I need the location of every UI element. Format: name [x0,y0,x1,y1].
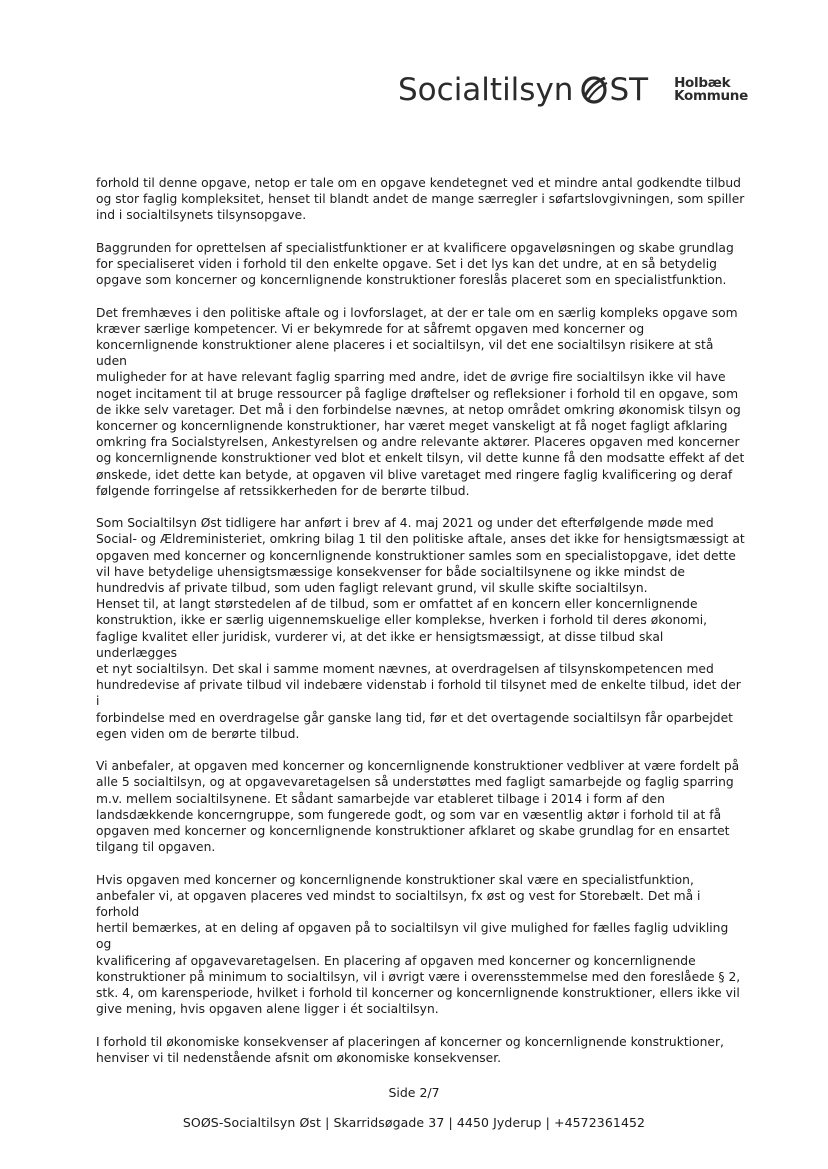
page-number-text: Side 2/7 [388,1085,440,1100]
paragraph-6: Hvis opgaven med koncerner og koncernlignende konstruktioner skal være en specialistfunktion, anbefaler vi, at opgaven placeres ved mindst to socialtilsyn, fx øst og vest for Storebælt. Det må i forhold hertil bemærkes, at en deling af opgaven på to socialtilsyn vil give mulighed for fælles faglig udvikling og kvalificering af opgavevaretagelsen. En placering af opgaven med koncerner og koncernlignende konstruktioner på minimum to socialtilsyn, vil i øvrigt være i overensstemmelse med den foreslåede § 2, stk. 4, om karensperiode, hvilket i forhold til koncerner og koncernlignende konstruktioner, ellers ikke vil give mening, hvis opgaven alene ligger i ét socialtilsyn. [96,872,741,1017]
paragraph-5: Vi anbefaler, at opgaven med koncerner og koncernlignende konstruktioner vedbliver at være fordelt på alle 5 socialtilsyn, og at opgavevaretagelsen så understøttes med fagligt samarbejde og faglig sparring m.v. mellem socialtilsynene. Et sådant samarbejde var etableret tilbage i 2014 i form af den landsdækkende koncerngruppe, som fungerede godt, og som var en væsentlig aktør i forhold til at få opgaven med koncerner og koncernlignende konstruktioner afklaret og skabe grundlag for en ensartet tilgang til opgaven. [96,759,740,855]
paragraph-4: Som Socialtilsyn Øst tidligere har anført i brev af 4. maj 2021 og under det efterfølgende møde med Social- og Ældreministeriet, omkring bilag 1 til den politiske aftale, anses det ikke for hensigtsmæssigt at opgaven med koncerner og koncernlignende konstruktioner samles som en specialistopgave, idet dette vil have betydelige uhensigtsmæssige konsekvenser for både socialtilsynene og ikke mindst de hundredvis af private tilbud, som uden fagligt relevant grund, vil skulle skifte socialtilsyn. Henset til, at langt størstedelen af de tilbud, som er omfattet af en koncern eller koncernlignende konstruktion, ikke er særlig uigennemskuelige eller komplekse, hverken i forhold til deres økonomi, faglige kvalitet eller juridisk, vurderer vi, at det ikke er hensigtsmæssigt, at disse tilbud skal underlægges et nyt socialtilsyn. Det skal i samme moment nævnes, at overdragelsen af tilsynskompetencen med hundredevise af private tilbud vil indebære videnstab i forhold til tilsynet med de enkelte tilbud, idet der i forbindelse med en overdragelse går ganske lang tid, før et det overtagende socialtilsyn får oparbejdet egen viden om de berørte tilbud. [96,516,745,741]
paragraph-1: forhold til denne opgave, netop er tale om en opgave kendetegnet ved et mindre antal godkendte tilbud og stor faglig kompleksitet, henset til blandt andet de mange særregler i søfartslovgivningen, som spiller ind i socialtilsynets tilsynsopgave. [96,176,745,223]
page-number [0,1085,828,1100]
footer-text: SOØS-Socialtilsyn Øst | Skarridsøgade 37 | 4450 Jyderup | +4572361452 [182,1115,646,1130]
logo-text: Socialtilsyn [398,71,574,108]
paragraph-7: I forhold til økonomiske konsekvenser af placeringen af koncerner og koncernlignende konstruktioner, henviser vi til nedenstående afsnit om økonomiske konsekvenser. [96,1034,724,1065]
letterhead [398,71,748,108]
paragraph-2: Baggrunden for oprettelsen af specialistfunktioner er at kvalificere opgaveløsningen og skabe grundlag for specialiseret viden i forhold til den enkelte opgave. Set i det lys kan det undre, at en så betydelig opgave som koncerner og koncernlignende konstruktioner foreslås placeret som en specialistfunktion. [96,240,734,288]
kommune-line-2: Kommune [674,88,748,104]
kommune-line-1: Holbæk [674,75,731,91]
paragraph-3: Det fremhæves i den politiske aftale og i lovforslaget, at der er tale om en særlig kompleks opgave som kræver særlige kompetencer. Vi er bekymrede for at såfremt opgaven med koncerner og koncernlignende konstruktioner alene placeres i et socialtilsyn, vil det ene socialtilsyn risikere at stå uden muligheder for at have relevant faglig sparring med andre, idet de øvrige fire socialtilsyn ikke vil have noget incitament til at bruge ressourcer på faglige drøftelser og refleksioner i forhold til en opgave, som de ikke selv varetager. Det må i den forbindelse nævnes, at netop området omkring økonomisk tilsyn og koncerner og koncernlignende konstruktioner, har været meget vanskeligt at få noget fagligt afklaring omkring fra Socialstyrelsen, Ankestyrelsen og andre relevante aktører. Placeres opgaven med koncerner og koncernlignende konstruktioner ved blot et enkelt tilsyn, vil dette kunne få den modsatte effekt af det ønskede, idet dette kan betyde, at opgaven vil blive varetaget med ringere faglig kvalificering og deraf følgende forringelse af retssikkerheden for de berørte tilbud. [96,305,745,498]
logo-suffix: ST [609,71,649,108]
footer [0,1115,828,1130]
kommune-logo [674,77,748,103]
socialtilsyn-logo-icon [579,74,609,106]
letter-body [96,175,746,1082]
